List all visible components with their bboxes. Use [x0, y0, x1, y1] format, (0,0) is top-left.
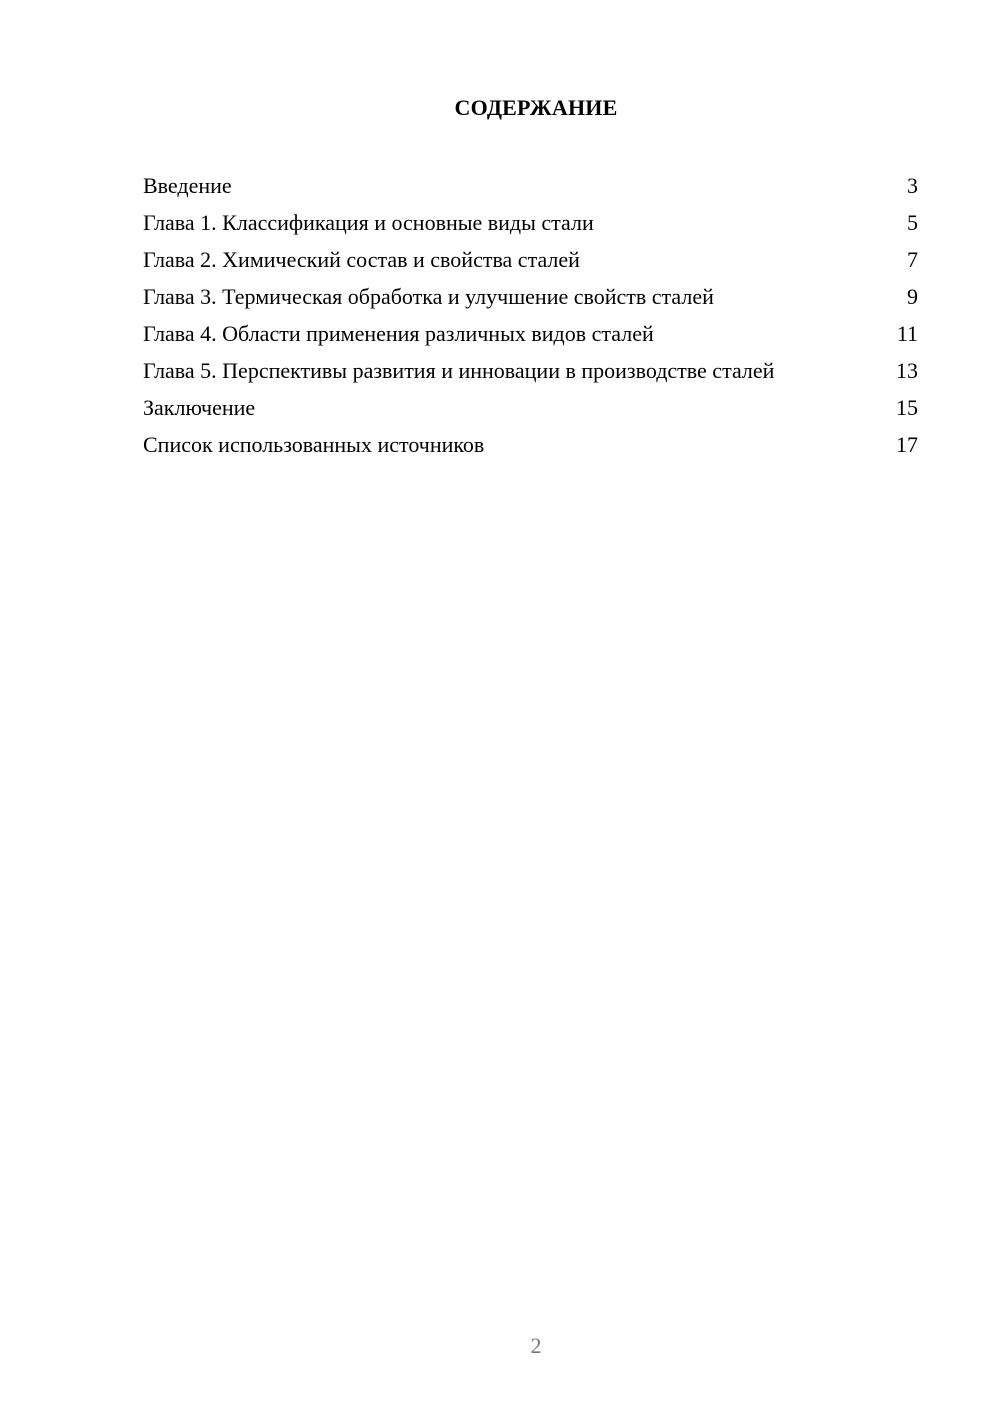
toc-entry-label: Введение — [143, 173, 232, 198]
toc-entry-page: 5 — [907, 210, 918, 235]
toc-entry-label: Заключение — [143, 395, 256, 420]
toc-entry-label: Глава 1. Классификация и основные виды стали — [143, 210, 594, 235]
toc-entry-chapter-1 — [143, 207, 918, 239]
toc-entry-chapter-2 — [143, 244, 918, 276]
toc-entry-label: Глава 3. Термическая обработка и улучшение свойств сталей — [143, 284, 714, 309]
toc-entry-label: Список использованных источников — [143, 432, 485, 457]
toc-entry-page: 13 — [896, 358, 918, 383]
toc-entry-chapter-4 — [143, 318, 918, 350]
toc-entry-page: 15 — [896, 395, 918, 420]
toc-entry-references — [143, 429, 918, 461]
toc-entry-conclusion — [143, 392, 918, 424]
page-number: 2 — [530, 1333, 542, 1358]
toc-entry-page: 11 — [896, 321, 918, 346]
table-of-contents — [143, 170, 918, 466]
toc-entry-page: 9 — [907, 284, 918, 309]
toc-entry-page: 3 — [907, 173, 918, 198]
toc-entry-chapter-5 — [143, 355, 918, 387]
toc-entry-introduction — [143, 170, 918, 202]
page-title: СОДЕРЖАНИЕ — [454, 95, 618, 120]
toc-entry-label: Глава 4. Области применения различных видов сталей — [143, 321, 654, 346]
toc-entry-label: Глава 5. Перспективы развития и инновации в производстве сталей — [143, 358, 775, 383]
toc-entry-page: 17 — [896, 432, 918, 457]
toc-entry-chapter-3 — [143, 281, 918, 313]
toc-entry-label: Глава 2. Химический состав и свойства сталей — [143, 247, 580, 272]
toc-entry-page: 7 — [907, 247, 918, 272]
